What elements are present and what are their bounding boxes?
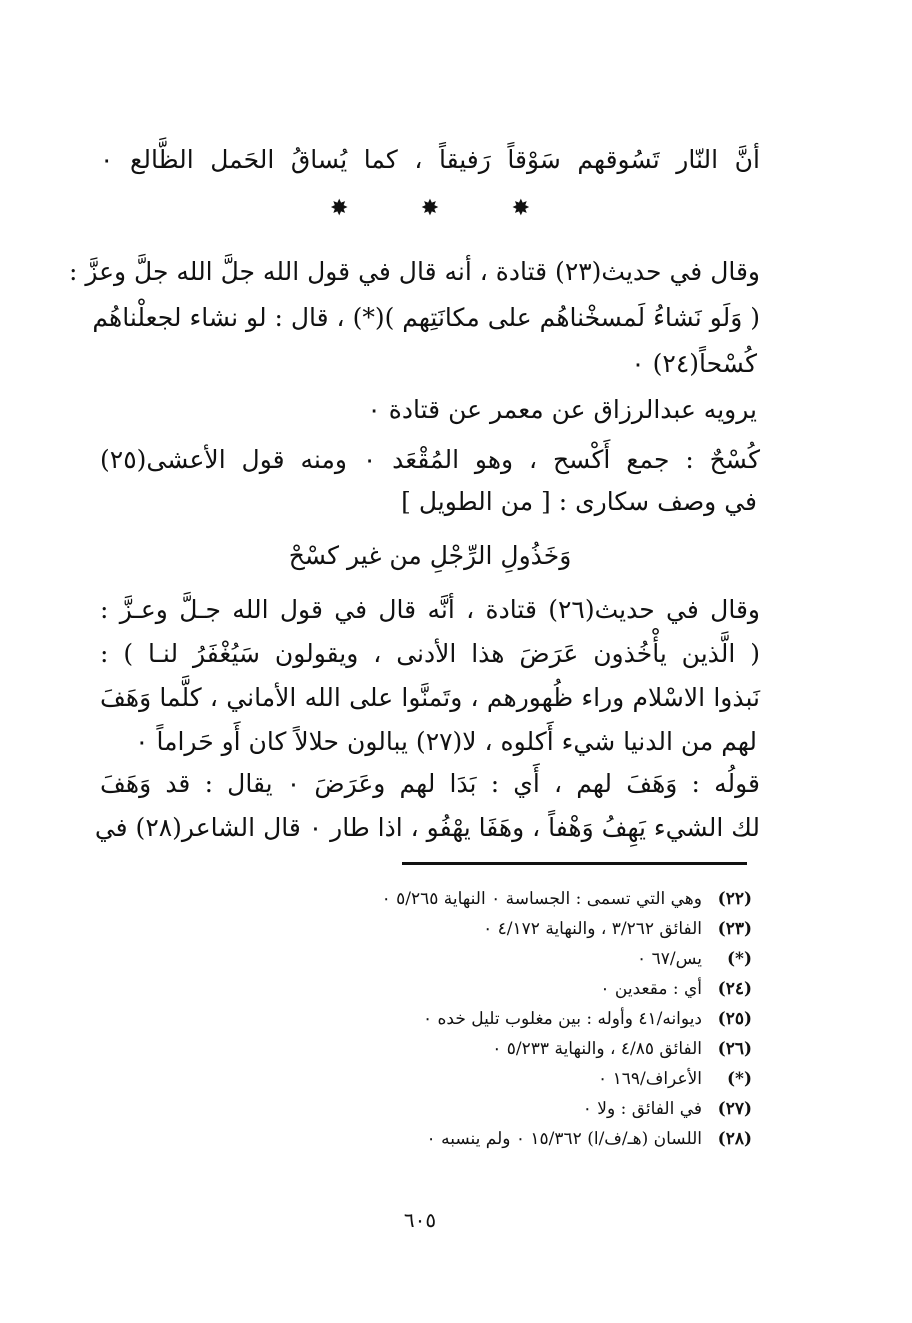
footnote-number: (٢٧) bbox=[717, 1099, 752, 1119]
footnote-number: (٢٦) bbox=[717, 1039, 752, 1059]
section-divider bbox=[330, 196, 530, 222]
body-line-2: وقال في حديث(٢٣) قتادة ، أنه قال في قول الله جلَّ الله جلَّ وعزَّ : bbox=[68, 257, 760, 286]
footnote-item bbox=[583, 1096, 752, 1122]
footnote-number: (٢٣) bbox=[717, 919, 752, 939]
footnote-number: (٢٨) bbox=[717, 1129, 752, 1149]
body-line-5: يرويه عبدالرزاق عن معمر عن قتادة ٠ bbox=[367, 395, 757, 424]
footnote-text: الأعراف/١٦٩ ٠ bbox=[598, 1069, 702, 1089]
page-number: ٦٠٥ bbox=[403, 1208, 437, 1232]
footnote-number: (٢٢) bbox=[717, 889, 752, 909]
footnote-text: الفائق ٣/٢٦٢ ، والنهاية ٤/١٧٢ ٠ bbox=[483, 919, 702, 939]
footnote-item bbox=[423, 1006, 752, 1032]
body-line-7: في وصف سكارى : [ من الطويل ] bbox=[401, 487, 757, 516]
body-line-11: نَبذوا الاسْلام وراء ظُهورهم ، وتَمنَّوا على الله الأماني ، كلَّما وَهَفَ bbox=[100, 683, 760, 712]
footnote-item bbox=[483, 916, 752, 942]
footnote-item bbox=[637, 946, 752, 972]
star-ornament-icon: ✸ bbox=[511, 196, 530, 221]
footnote-item bbox=[492, 1036, 752, 1062]
body-line-3: ( وَلَو نَشاءُ لَمسخْناهُم على مكانَتِهم )(*) ، قال : لو نشاء لجعلْناهُم bbox=[92, 303, 760, 332]
footnote-item bbox=[600, 976, 752, 1002]
body-line-14: لك الشيء يَهِفُ وَهْفاً ، وهَفَا يهْفُو ، اذا طار ٠ قال الشاعر(٢٨) في bbox=[94, 813, 760, 842]
body-line-12: لهم من الدنيا شيء أَكلوه ، لا(٢٧) يبالون حلالاً كان أَو حَراماً ٠ bbox=[135, 727, 757, 756]
body-line-13: قولُه : وَهَفَ لهم ، أَي : بَدَا لهم وعَرَضَ ٠ يقال : قد وَهَفَ bbox=[100, 769, 760, 798]
footnote-number: (*) bbox=[727, 949, 752, 969]
footnote-number: (٢٥) bbox=[717, 1009, 752, 1029]
star-ornament-icon: ✸ bbox=[420, 196, 440, 221]
footnote-text: يس/٦٧ ٠ bbox=[637, 949, 702, 969]
footnote-item bbox=[598, 1066, 752, 1092]
footnote-number: (٢٤) bbox=[717, 979, 752, 999]
verse-line: وَخَذُولِ الرِّجْلِ من غير كسْحْ bbox=[288, 541, 572, 570]
footnote-text: وهي التي تسمى : الجساسة ٠ النهاية ٥/٢٦٥ ٠ bbox=[381, 889, 702, 909]
body-line-9: وقال في حديث(٢٦) قتادة ، أنَّه قال في قول الله جـلَّ وعـزَّ : bbox=[100, 595, 760, 624]
footnote-text: أي : مقعدين ٠ bbox=[600, 979, 702, 999]
footnote-text: ديوانه/٤١ وأوله : بين مغلوب تليل خده ٠ bbox=[422, 1009, 702, 1029]
body-line-10: ( الَّذين يأْخُذون عَرَضَ هذا الأدنى ، ويقولون سَيُغْفَرُ لنـا ) : bbox=[100, 639, 760, 668]
footnote-item bbox=[382, 886, 752, 912]
footnote-item bbox=[427, 1126, 752, 1152]
footnote-text: اللسان (هـ/ف/ا) ١٥/٣٦٢ ٠ ولم ينسبه ٠ bbox=[426, 1129, 702, 1149]
footnote-separator bbox=[402, 862, 747, 865]
body-line-4: كُسْحاً(٢٤) ٠ bbox=[631, 349, 757, 378]
body-line-1: أنَّ النّار تَسُوقهم سَوْقاً رَفيقاً ، كما يُساقُ الحَمل الظَّالع ٠ bbox=[100, 145, 760, 174]
star-ornament-icon: ✸ bbox=[330, 196, 349, 221]
body-line-6: كُسْحٌ : جمع أَكْسح ، وهو المُقْعَد ٠ ومنه قول الأعشى(٢٥) bbox=[100, 445, 761, 474]
footnote-text: في الفائق : ولا ٠ bbox=[582, 1099, 702, 1119]
footnote-text: الفائق ٤/٨٥ ، والنهاية ٥/٢٣٣ ٠ bbox=[492, 1039, 702, 1059]
footnote-number: (*) bbox=[727, 1069, 752, 1089]
